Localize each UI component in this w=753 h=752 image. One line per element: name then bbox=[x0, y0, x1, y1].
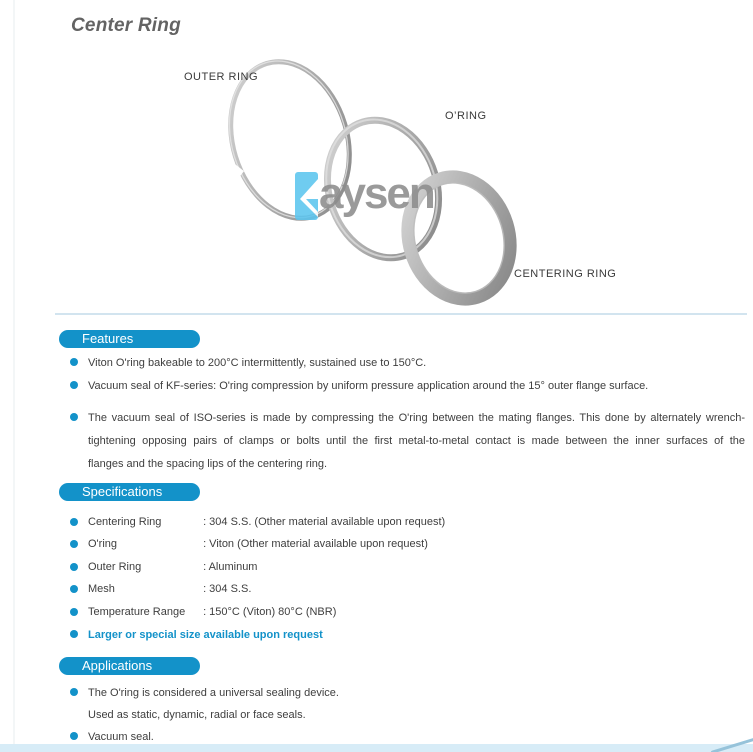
bullet-icon bbox=[70, 608, 78, 616]
bottom-accent-bar bbox=[0, 744, 753, 752]
feature-item: The vacuum seal of ISO-series is made by compressing the O'ring between the mating flanges. This done by alternately wrench- tightening opposing pairs of clamps or bolts until the first metal-to-metal contact is made between the inner surfaces of the flanges and the spacing lips of the centering ring. bbox=[70, 407, 745, 476]
spec-row bbox=[70, 516, 445, 528]
outer-ring-label: OUTER RING bbox=[184, 71, 259, 83]
specifications-section-header: Specifications bbox=[59, 483, 200, 501]
centering-ring-label: CENTERING RING bbox=[514, 268, 617, 280]
spec-value: : 304 S.S. (Other material available upon request) bbox=[203, 516, 446, 528]
bullet-icon bbox=[70, 688, 78, 696]
spec-value: : Viton (Other material available upon request) bbox=[203, 538, 428, 550]
bullet-icon bbox=[70, 563, 78, 571]
kaysen-watermark bbox=[295, 169, 434, 220]
bullet-icon bbox=[70, 381, 78, 389]
bullet-icon bbox=[70, 630, 78, 638]
features-section-header: Features bbox=[59, 330, 200, 348]
spec-note: Larger or special size available upon request bbox=[70, 628, 745, 642]
bullet-icon bbox=[70, 518, 78, 526]
application-item: Vacuum seal. bbox=[70, 730, 745, 744]
spec-value: : 304 S.S. bbox=[203, 583, 252, 595]
kaysen-logo-mark-icon bbox=[295, 172, 318, 220]
application-item-continuation: Used as static, dynamic, radial or face seals. bbox=[88, 709, 306, 721]
spec-row bbox=[70, 606, 336, 618]
spec-row bbox=[70, 538, 428, 550]
application-item: The O'ring is considered a universal sealing device. bbox=[70, 686, 745, 700]
ring-exploded-diagram bbox=[0, 0, 753, 322]
bullet-icon bbox=[70, 732, 78, 740]
spec-row bbox=[70, 583, 251, 595]
kaysen-logo-text: aysen bbox=[319, 169, 434, 218]
spec-label: O'ring bbox=[88, 538, 117, 550]
bullet-icon bbox=[70, 585, 78, 593]
spec-label: Temperature Range bbox=[88, 606, 186, 618]
applications-section-header: Applications bbox=[59, 657, 200, 675]
spec-label: Centering Ring bbox=[88, 516, 162, 528]
spec-value: : Aluminum bbox=[203, 561, 258, 573]
spec-label: Outer Ring bbox=[88, 561, 142, 573]
page-title: Center Ring bbox=[71, 15, 181, 36]
spec-value: : 150°C (Viton) 80°C (NBR) bbox=[203, 606, 337, 618]
bullet-icon bbox=[70, 358, 78, 366]
feature-item: Viton O'ring bakeable to 200°C intermittently, sustained use to 150°C. bbox=[70, 356, 745, 370]
spec-row bbox=[70, 561, 257, 573]
spec-label: Mesh bbox=[88, 583, 115, 595]
oring-label: O’RING bbox=[445, 110, 487, 122]
bullet-icon bbox=[70, 540, 78, 548]
feature-item: Vacuum seal of KF-series: O'ring compression by uniform pressure application around the 15° outer flange surface. bbox=[70, 379, 745, 393]
bullet-icon bbox=[70, 413, 78, 421]
section-divider bbox=[55, 313, 747, 315]
